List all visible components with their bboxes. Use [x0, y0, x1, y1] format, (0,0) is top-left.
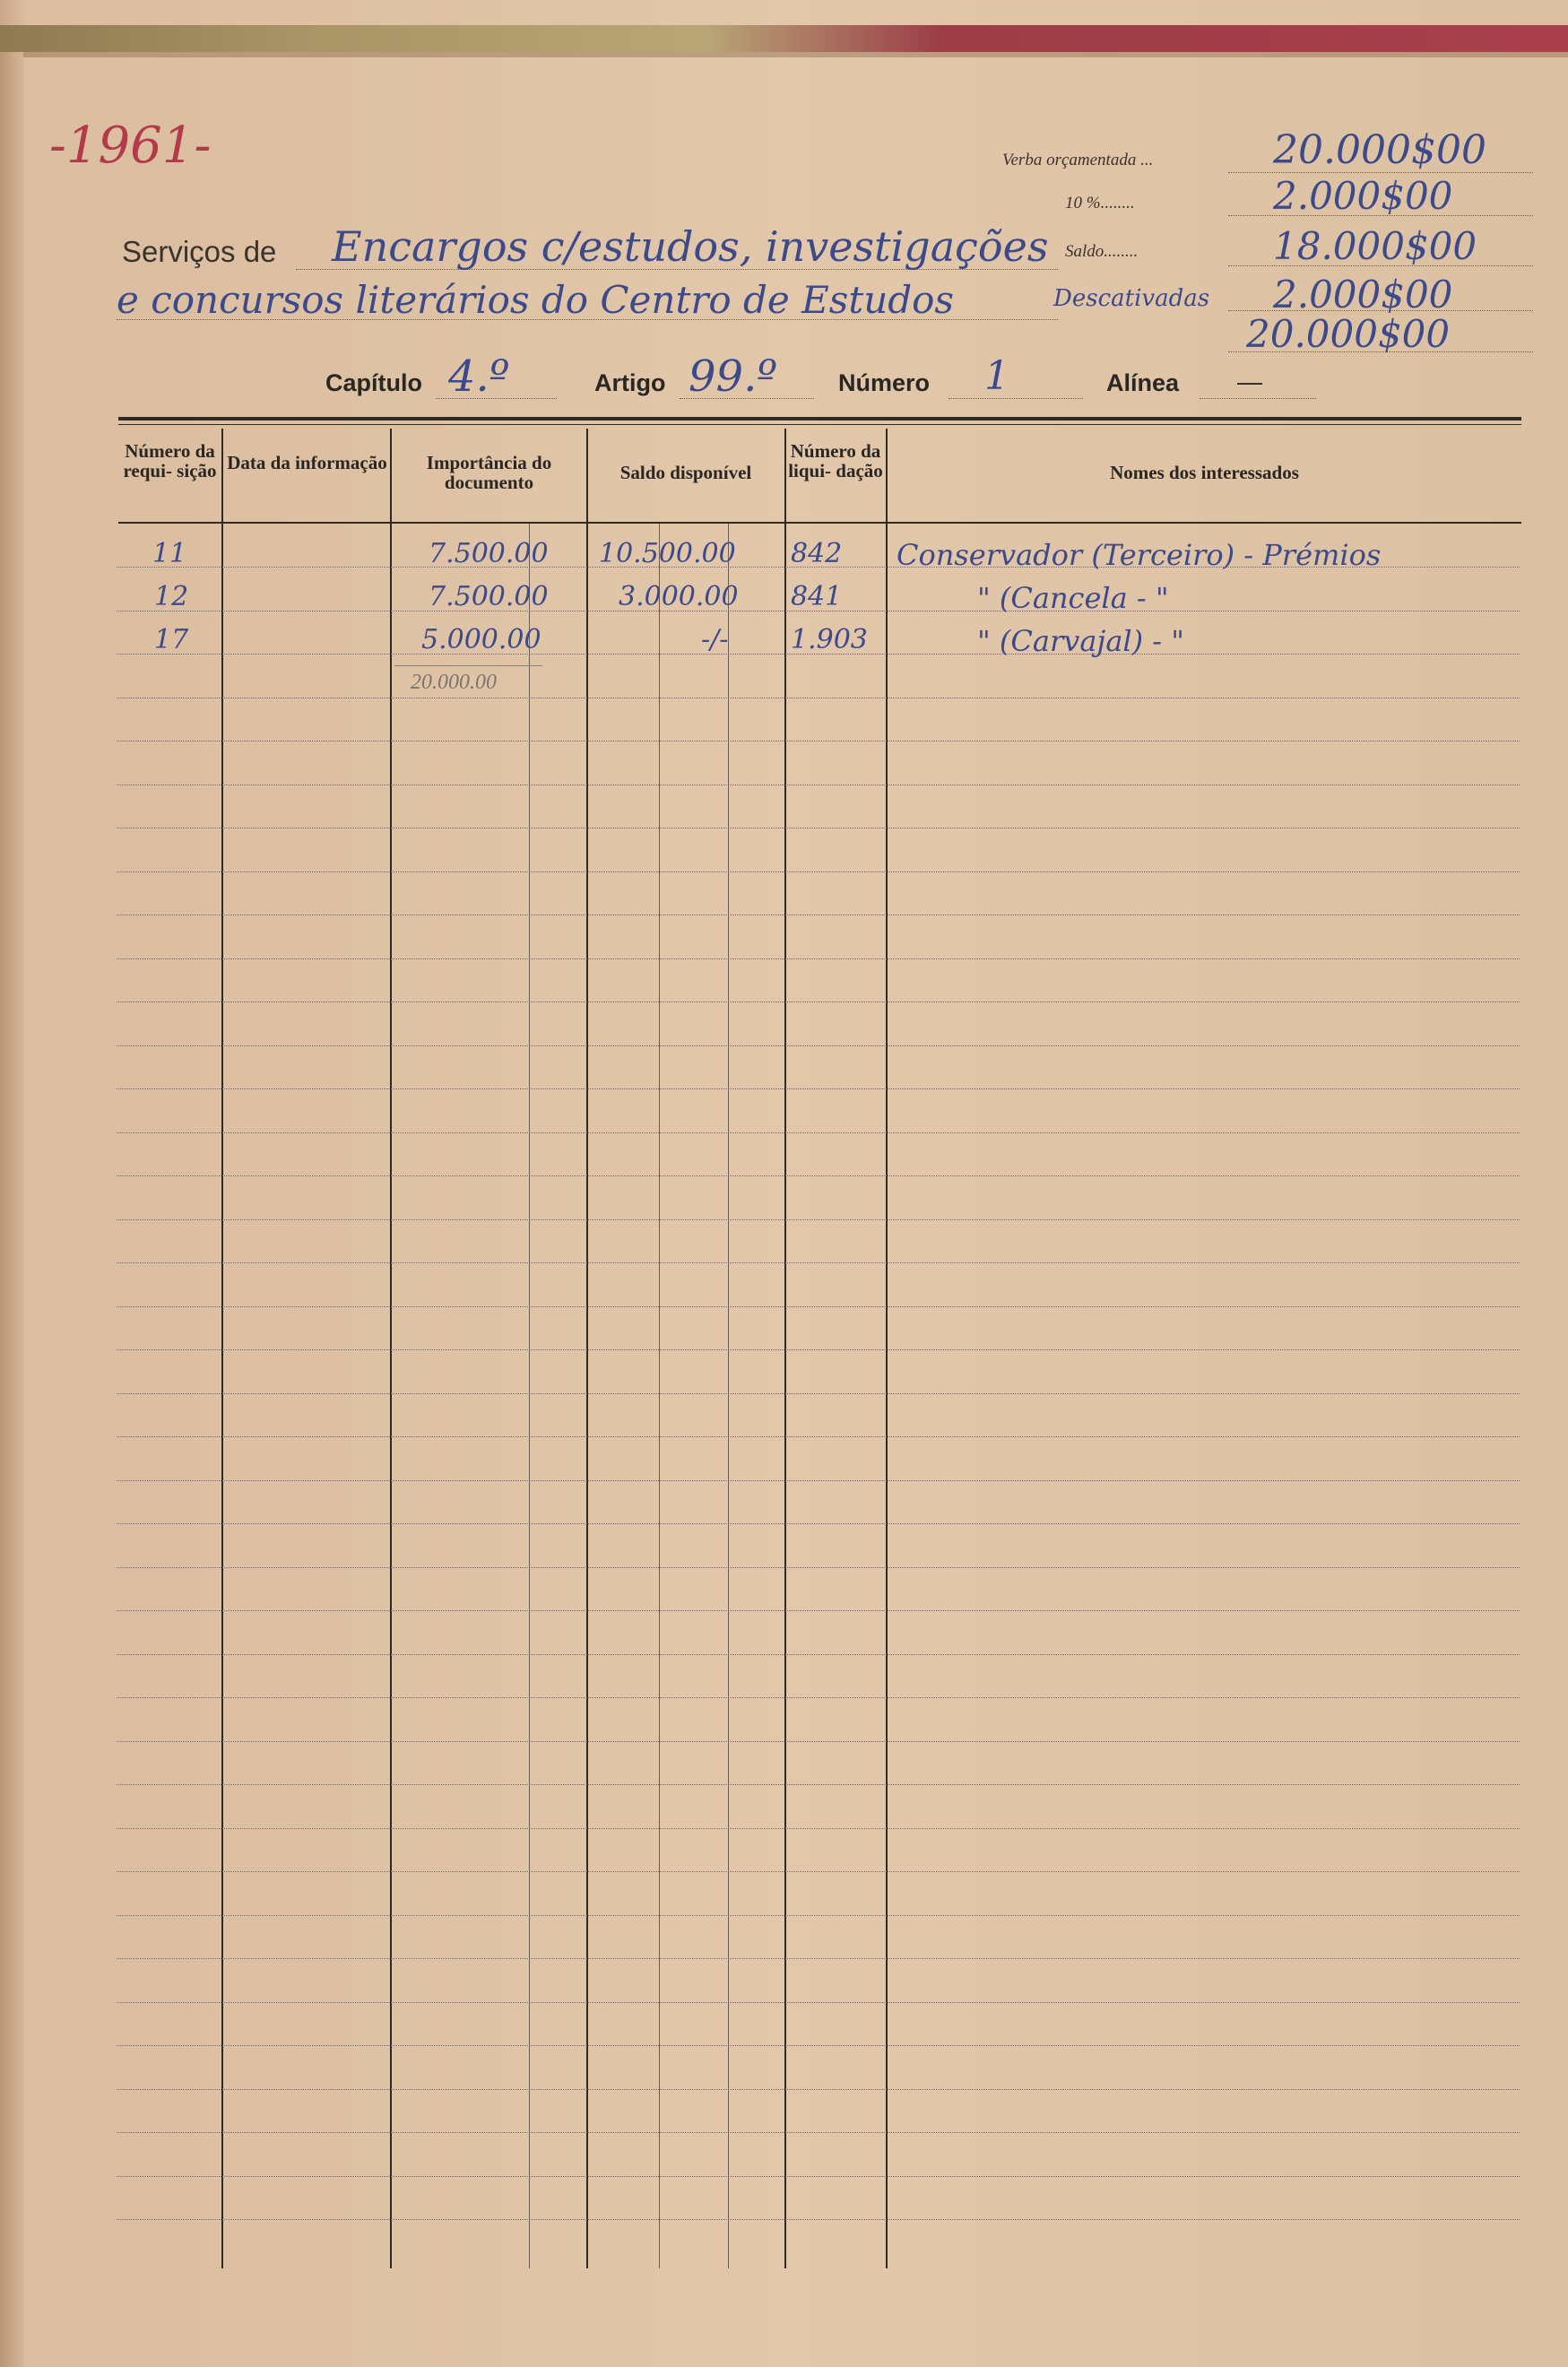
ruled-line: [117, 1567, 1520, 1568]
artigo-label: Artigo: [594, 369, 666, 396]
verba-value: 20.000$00: [1273, 127, 1486, 173]
service-line-2: e concursos literários do Centro de Estudos: [117, 278, 954, 322]
ruled-line: [117, 871, 1520, 872]
percent-value: 2.000$00: [1273, 174, 1453, 218]
row-2-saldo: 3.000.00: [619, 581, 739, 612]
artigo-value: 99.º: [689, 351, 777, 402]
row-1-saldo: 10.500.00: [599, 538, 736, 569]
row-1-liquidacao: 842: [791, 538, 843, 569]
budget-total: 20.000$00: [1246, 312, 1451, 356]
ruled-line: [117, 2089, 1520, 2090]
page-left-edge: [0, 52, 23, 2367]
header-bottom-rule: [118, 522, 1521, 524]
header-liquidacao: Número da liqui- dação: [788, 440, 883, 481]
row-2-liquidacao: 841: [791, 581, 843, 612]
row-3-requisicao: 17: [154, 624, 189, 655]
row-2-importancia: 7.500.00: [429, 581, 549, 612]
row-2-nomes: " (Cancela - ": [977, 581, 1169, 615]
ruled-line: [117, 1697, 1520, 1698]
numero-value: 1: [984, 353, 1009, 399]
header-nomes: Nomes dos interessados: [1110, 462, 1299, 483]
ruled-line: [117, 1915, 1520, 1916]
ruled-line: [117, 1001, 1520, 1002]
year-annotation: -1961-: [49, 117, 212, 175]
ruled-line: [117, 1175, 1520, 1176]
header-data: Data da informação: [227, 452, 387, 473]
descativadas-value: 2.000$00: [1273, 273, 1453, 316]
table-top-rule: [118, 417, 1521, 421]
saldo-label: Saldo........: [1065, 242, 1139, 261]
ruled-line: [117, 1741, 1520, 1742]
verba-label: Verba orçamentada ...: [1002, 151, 1154, 169]
row-3-saldo: -/-: [701, 624, 729, 655]
ruled-line: [117, 1654, 1520, 1655]
capitulo-label: Capítulo: [325, 369, 422, 396]
row-3-liquidacao: 1.903: [791, 624, 868, 655]
row-2-requisicao: 12: [154, 581, 189, 612]
row-1-requisicao: 11: [152, 538, 187, 569]
ruled-line: [117, 958, 1520, 959]
saldo-value: 18.000$00: [1273, 224, 1477, 268]
alinea-label: Alínea: [1106, 369, 1180, 396]
ruled-line: [117, 1393, 1520, 1394]
alinea-value: —: [1237, 368, 1262, 395]
ruled-line: [117, 1610, 1520, 1611]
service-label: Serviços de: [122, 235, 277, 268]
ruled-line: [117, 1436, 1520, 1437]
ruled-line: [117, 1088, 1520, 1089]
header-saldo: Saldo disponível: [619, 462, 752, 483]
ruled-line: [117, 1045, 1520, 1046]
header-importancia: Importância do documento: [426, 452, 552, 493]
ruled-line: [117, 1480, 1520, 1481]
numero-label: Número: [838, 369, 931, 396]
descativadas-label: Descativadas: [1053, 285, 1210, 312]
ruled-line: [117, 1523, 1520, 1524]
ruled-line: [117, 2176, 1520, 2177]
ruled-line: [117, 2045, 1520, 2046]
service-line-1: Encargos c/estudos, investigações: [332, 222, 1049, 271]
ruled-line: [117, 1262, 1520, 1263]
ruled-line: [117, 1306, 1520, 1307]
header-requisicao: Número da requi- sição: [123, 440, 217, 481]
capitulo-value: 4.º: [448, 351, 510, 402]
ruled-line: [117, 1219, 1520, 1220]
book-binding: [0, 25, 1568, 52]
ruled-line: [117, 2219, 1520, 2220]
ruled-line: [117, 1958, 1520, 1959]
importancia-total: 20.000.00: [411, 671, 497, 694]
ruled-line: [117, 1132, 1520, 1133]
ruled-line: [117, 1871, 1520, 1872]
ruled-line: [117, 1349, 1520, 1350]
row-3-nomes: " (Carvajal) - ": [977, 624, 1184, 658]
ruled-line: [117, 2002, 1520, 2003]
ruled-line: [117, 2132, 1520, 2133]
row-1-importancia: 7.500.00: [429, 538, 549, 569]
percent-label: 10 %........: [1065, 194, 1135, 212]
ruled-line: [117, 1784, 1520, 1785]
ruled-line: [117, 1828, 1520, 1829]
row-1-nomes: Conservador (Terceiro) - Prémios: [897, 538, 1382, 572]
row-3-importancia: 5.000.00: [421, 624, 541, 655]
